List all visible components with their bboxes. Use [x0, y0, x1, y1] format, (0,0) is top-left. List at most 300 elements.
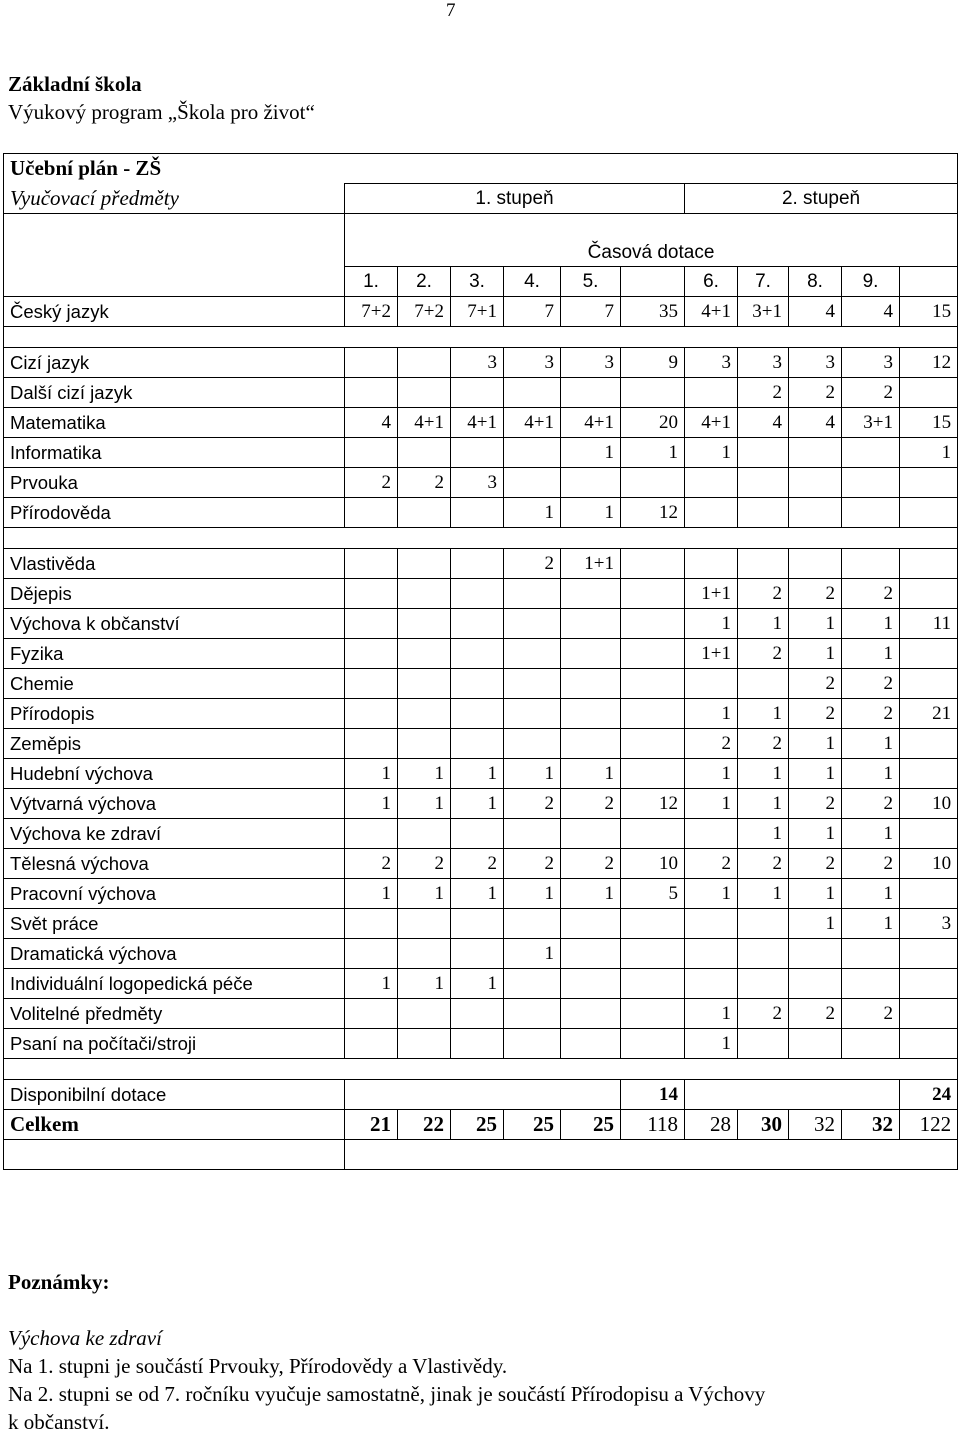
hours-cell [621, 759, 685, 789]
subject-name: Svět práce [4, 909, 345, 939]
hours-cell: 1 [789, 609, 842, 639]
hours-cell: 4+1 [685, 297, 738, 327]
hours-cell: 1 [561, 498, 621, 528]
hours-cell: 2 [789, 999, 842, 1029]
table-row [4, 408, 958, 438]
hours-cell: 1 [621, 438, 685, 468]
hours-cell [345, 378, 398, 408]
hours-cell: 1+1 [685, 579, 738, 609]
hours-cell: 1+1 [561, 549, 621, 579]
hours-cell: 1 [685, 699, 738, 729]
hours-cell: 1+1 [685, 639, 738, 669]
hours-cell [345, 498, 398, 528]
hours-cell [398, 639, 451, 669]
hours-cell [345, 909, 398, 939]
hours-cell [504, 468, 561, 498]
subject-name: Chemie [4, 669, 345, 699]
table-row [4, 1029, 958, 1059]
hours-cell: 1 [685, 789, 738, 819]
table-row [4, 378, 958, 408]
hours-cell: 1 [738, 819, 789, 849]
table-row [4, 579, 958, 609]
table-row [4, 849, 958, 879]
subject-name: Hudební výchova [4, 759, 345, 789]
hours-cell: 2 [842, 699, 900, 729]
hours-cell: 12 [621, 789, 685, 819]
hours-cell: 1 [842, 639, 900, 669]
hours-cell: 2 [842, 849, 900, 879]
hours-cell: 2 [842, 669, 900, 699]
hours-cell [345, 939, 398, 969]
hours-cell [398, 729, 451, 759]
hours-cell [789, 939, 842, 969]
hours-cell [451, 669, 504, 699]
hours-cell: 1 [789, 819, 842, 849]
hours-cell [504, 1029, 561, 1059]
hours-cell [398, 549, 451, 579]
hours-cell [900, 549, 958, 579]
hours-cell [621, 909, 685, 939]
hours-cell [561, 579, 621, 609]
total-cell: 30 [738, 1110, 789, 1140]
table-row [4, 348, 958, 378]
available-label: Disponibilní dotace [4, 1080, 345, 1110]
hours-cell [398, 609, 451, 639]
time-allocation-heading: Časová dotace [345, 214, 958, 267]
hours-cell: 1 [789, 879, 842, 909]
table-row [4, 729, 958, 759]
hours-cell: 3 [842, 348, 900, 378]
table-row [4, 939, 958, 969]
hours-cell [345, 669, 398, 699]
hours-cell [398, 348, 451, 378]
hours-cell [451, 939, 504, 969]
hours-cell: 3 [738, 348, 789, 378]
hours-cell: 9 [621, 348, 685, 378]
available-stage1: 14 [621, 1080, 685, 1110]
hours-cell [504, 378, 561, 408]
hours-cell: 2 [789, 699, 842, 729]
hours-cell [685, 969, 738, 999]
hours-cell [900, 879, 958, 909]
total-cell: 118 [621, 1110, 685, 1140]
hours-cell: 1 [451, 789, 504, 819]
hours-cell [345, 999, 398, 1029]
hours-cell: 12 [900, 348, 958, 378]
hours-cell [504, 729, 561, 759]
hours-cell [621, 729, 685, 759]
hours-cell [451, 549, 504, 579]
subject-name: Volitelné předměty [4, 999, 345, 1029]
table-row [4, 438, 958, 468]
subjects-heading: Vyučovací předměty [4, 184, 345, 214]
hours-cell [685, 468, 738, 498]
table-row [4, 669, 958, 699]
hours-cell [842, 969, 900, 999]
hours-cell [504, 579, 561, 609]
table-row [4, 819, 958, 849]
hours-cell: 4 [738, 408, 789, 438]
hours-cell [900, 759, 958, 789]
hours-cell [398, 999, 451, 1029]
subject-name: Český jazyk [4, 297, 345, 327]
grade-header: 5. [561, 267, 621, 297]
hours-cell: 4 [842, 297, 900, 327]
hours-cell: 1 [398, 759, 451, 789]
hours-cell [451, 579, 504, 609]
hours-cell: 2 [738, 999, 789, 1029]
total-cell: 32 [789, 1110, 842, 1140]
grade-header: 6. [685, 267, 738, 297]
hours-cell [504, 438, 561, 468]
hours-cell [621, 669, 685, 699]
hours-cell: 1 [842, 909, 900, 939]
hours-cell: 1 [561, 879, 621, 909]
hours-cell [561, 378, 621, 408]
grade-header: 9. [842, 267, 900, 297]
subject-name: Dramatická výchova [4, 939, 345, 969]
hours-cell: 1 [561, 438, 621, 468]
hours-cell [900, 1029, 958, 1059]
hours-cell: 4+1 [561, 408, 621, 438]
grade-header: 3. [451, 267, 504, 297]
subject-name: Cizí jazyk [4, 348, 345, 378]
hours-cell [621, 999, 685, 1029]
hours-cell [398, 438, 451, 468]
subject-name: Přírodověda [4, 498, 345, 528]
hours-cell [398, 669, 451, 699]
hours-cell: 2 [789, 579, 842, 609]
hours-cell [398, 819, 451, 849]
table-row [4, 909, 958, 939]
table-row [4, 759, 958, 789]
hours-cell [561, 729, 621, 759]
total-cell: 122 [900, 1110, 958, 1140]
hours-cell: 1 [685, 1029, 738, 1059]
hours-cell: 1 [685, 759, 738, 789]
hours-cell: 11 [900, 609, 958, 639]
hours-cell: 2 [504, 789, 561, 819]
total-cell: 21 [345, 1110, 398, 1140]
notes-section [8, 1268, 765, 1436]
hours-cell [504, 999, 561, 1029]
hours-cell [621, 1029, 685, 1059]
hours-cell: 1 [842, 759, 900, 789]
hours-cell [504, 699, 561, 729]
hours-cell: 10 [900, 789, 958, 819]
hours-cell [789, 549, 842, 579]
hours-cell: 2 [789, 789, 842, 819]
hours-cell: 4+1 [685, 408, 738, 438]
table-title: Učební plán - ZŠ [4, 154, 958, 184]
hours-cell [738, 438, 789, 468]
total-label: Celkem [4, 1110, 345, 1140]
hours-cell: 3 [900, 909, 958, 939]
table-row [4, 498, 958, 528]
stage1-heading: 1. stupeň [345, 184, 685, 214]
hours-cell: 1 [738, 789, 789, 819]
total-cell: 25 [504, 1110, 561, 1140]
table-row [4, 999, 958, 1029]
hours-cell: 2 [685, 849, 738, 879]
notes-heading: Poznámky: [8, 1270, 110, 1294]
subject-name: Další cizí jazyk [4, 378, 345, 408]
hours-cell [685, 909, 738, 939]
hours-cell [900, 729, 958, 759]
document-header [8, 70, 315, 126]
total-cell: 25 [451, 1110, 504, 1140]
hours-cell: 2 [789, 378, 842, 408]
hours-cell [345, 819, 398, 849]
spacer-row [4, 1059, 958, 1080]
hours-cell [345, 729, 398, 759]
subject-name: Dějepis [4, 579, 345, 609]
hours-cell [685, 669, 738, 699]
subject-name: Matematika [4, 408, 345, 438]
hours-cell [685, 939, 738, 969]
hours-cell [789, 438, 842, 468]
hours-cell: 3 [451, 468, 504, 498]
hours-cell: 1 [842, 609, 900, 639]
hours-cell [685, 819, 738, 849]
subject-name: Přírodopis [4, 699, 345, 729]
hours-cell [621, 969, 685, 999]
hours-cell: 10 [900, 849, 958, 879]
total-cell: 28 [685, 1110, 738, 1140]
hours-cell [900, 468, 958, 498]
available-stage2: 24 [900, 1080, 958, 1110]
hours-cell [345, 438, 398, 468]
hours-cell: 2 [504, 549, 561, 579]
hours-cell [621, 639, 685, 669]
hours-cell [398, 1029, 451, 1059]
hours-cell: 4+1 [504, 408, 561, 438]
hours-cell: 3+1 [738, 297, 789, 327]
table-row [4, 609, 958, 639]
notes-line: Na 1. stupni je součástí Prvouky, Přírodovědy a Vlastivědy. [8, 1354, 508, 1378]
hours-cell [451, 699, 504, 729]
hours-cell: 1 [504, 498, 561, 528]
hours-cell: 1 [451, 969, 504, 999]
table-row [4, 639, 958, 669]
hours-cell: 1 [738, 609, 789, 639]
hours-cell: 2 [842, 378, 900, 408]
hours-cell: 7+1 [451, 297, 504, 327]
hours-cell: 1 [738, 699, 789, 729]
subject-name: Individuální logopedická péče [4, 969, 345, 999]
hours-cell [738, 549, 789, 579]
subject-name: Tělesná výchova [4, 849, 345, 879]
hours-cell: 2 [789, 669, 842, 699]
hours-cell: 2 [789, 849, 842, 879]
hours-cell: 1 [789, 729, 842, 759]
hours-cell: 2 [738, 579, 789, 609]
hours-cell: 1 [398, 789, 451, 819]
hours-cell: 4 [789, 297, 842, 327]
hours-cell [451, 1029, 504, 1059]
hours-cell [561, 909, 621, 939]
hours-cell [900, 819, 958, 849]
hours-cell: 35 [621, 297, 685, 327]
hours-cell: 3 [451, 348, 504, 378]
total-cell: 25 [561, 1110, 621, 1140]
hours-cell: 1 [685, 609, 738, 639]
subject-name: Fyzika [4, 639, 345, 669]
hours-cell [561, 939, 621, 969]
hours-cell [561, 999, 621, 1029]
hours-cell: 2 [738, 378, 789, 408]
hours-cell: 1 [398, 969, 451, 999]
hours-cell [900, 498, 958, 528]
subject-name: Výchova k občanství [4, 609, 345, 639]
hours-cell: 7 [561, 297, 621, 327]
hours-cell [789, 1029, 842, 1059]
table-row [4, 549, 958, 579]
hours-cell [561, 639, 621, 669]
hours-cell: 2 [561, 789, 621, 819]
hours-cell [504, 669, 561, 699]
hours-cell [451, 729, 504, 759]
subject-name: Pracovní výchova [4, 879, 345, 909]
hours-cell [345, 1029, 398, 1059]
notes-line: Na 2. stupni se od 7. ročníku vyučuje samostatně, jinak je součástí Přírodopisu a Výchovy [8, 1382, 766, 1406]
hours-cell: 2 [738, 729, 789, 759]
hours-cell [504, 969, 561, 999]
spacer-row [4, 327, 958, 348]
hours-cell: 1 [900, 438, 958, 468]
hours-cell: 12 [621, 498, 685, 528]
hours-cell: 1 [345, 879, 398, 909]
total-cell: 32 [842, 1110, 900, 1140]
notes-line: k občanství. [8, 1410, 110, 1434]
hours-cell: 4 [345, 408, 398, 438]
hours-cell [451, 819, 504, 849]
grade-header: 7. [738, 267, 789, 297]
hours-cell: 1 [685, 879, 738, 909]
hours-cell [451, 909, 504, 939]
table-row [4, 468, 958, 498]
school-name: Základní škola [8, 72, 142, 96]
hours-cell [685, 378, 738, 408]
hours-cell: 1 [738, 879, 789, 909]
hours-cell: 1 [561, 759, 621, 789]
hours-cell: 3 [561, 348, 621, 378]
hours-cell [842, 1029, 900, 1059]
hours-cell: 2 [345, 849, 398, 879]
hours-cell [561, 609, 621, 639]
hours-cell: 1 [345, 969, 398, 999]
hours-cell: 4+1 [398, 408, 451, 438]
hours-cell: 1 [685, 999, 738, 1029]
curriculum-table [3, 153, 958, 1170]
hours-cell: 15 [900, 297, 958, 327]
hours-cell [738, 468, 789, 498]
hours-cell: 1 [451, 879, 504, 909]
hours-cell [842, 549, 900, 579]
hours-cell [398, 909, 451, 939]
hours-cell: 1 [451, 759, 504, 789]
hours-cell [451, 999, 504, 1029]
hours-cell [451, 609, 504, 639]
hours-cell [685, 549, 738, 579]
hours-cell: 1 [789, 909, 842, 939]
table-row [4, 297, 958, 327]
hours-cell [738, 669, 789, 699]
grade-header: 2. [398, 267, 451, 297]
hours-cell: 20 [621, 408, 685, 438]
subject-name: Výtvarná výchova [4, 789, 345, 819]
stage2-sum-header [900, 267, 958, 297]
total-cell: 22 [398, 1110, 451, 1140]
hours-cell [738, 1029, 789, 1059]
table-row [4, 879, 958, 909]
hours-cell [398, 579, 451, 609]
hours-cell: 2 [685, 729, 738, 759]
grade-header: 1. [345, 267, 398, 297]
hours-cell [504, 639, 561, 669]
hours-cell: 1 [504, 879, 561, 909]
subject-name: Informatika [4, 438, 345, 468]
hours-cell [789, 468, 842, 498]
hours-cell [504, 819, 561, 849]
hours-cell [561, 669, 621, 699]
hours-cell [900, 969, 958, 999]
hours-cell [685, 498, 738, 528]
hours-cell [842, 438, 900, 468]
hours-cell [900, 669, 958, 699]
hours-cell [789, 969, 842, 999]
hours-cell: 1 [842, 819, 900, 849]
program-name: Výukový program „Škola pro život“ [8, 100, 315, 124]
hours-cell: 2 [842, 579, 900, 609]
hours-cell: 2 [842, 789, 900, 819]
hours-cell [738, 939, 789, 969]
grade-header: 8. [789, 267, 842, 297]
hours-cell [621, 819, 685, 849]
hours-cell [451, 438, 504, 468]
hours-cell: 2 [738, 849, 789, 879]
subject-name: Zeměpis [4, 729, 345, 759]
hours-cell [621, 579, 685, 609]
hours-cell [345, 549, 398, 579]
hours-cell [900, 579, 958, 609]
hours-cell: 15 [900, 408, 958, 438]
hours-cell: 5 [621, 879, 685, 909]
hours-cell [842, 939, 900, 969]
hours-cell: 2 [504, 849, 561, 879]
hours-cell [738, 498, 789, 528]
hours-cell: 1 [504, 939, 561, 969]
hours-cell: 4 [789, 408, 842, 438]
hours-cell: 1 [842, 879, 900, 909]
hours-cell [345, 639, 398, 669]
stage1-sum-header [621, 267, 685, 297]
subject-name: Výchova ke zdraví [4, 819, 345, 849]
hours-cell [451, 639, 504, 669]
hours-cell [398, 378, 451, 408]
hours-cell [900, 939, 958, 969]
hours-cell [842, 468, 900, 498]
subject-name: Vlastivěda [4, 549, 345, 579]
hours-cell [398, 498, 451, 528]
subject-name: Prvouka [4, 468, 345, 498]
hours-cell: 2 [398, 468, 451, 498]
hours-cell [621, 939, 685, 969]
notes-subheading: Výchova ke zdraví [8, 1326, 162, 1350]
hours-cell: 1 [398, 879, 451, 909]
hours-cell: 2 [398, 849, 451, 879]
hours-cell: 10 [621, 849, 685, 879]
